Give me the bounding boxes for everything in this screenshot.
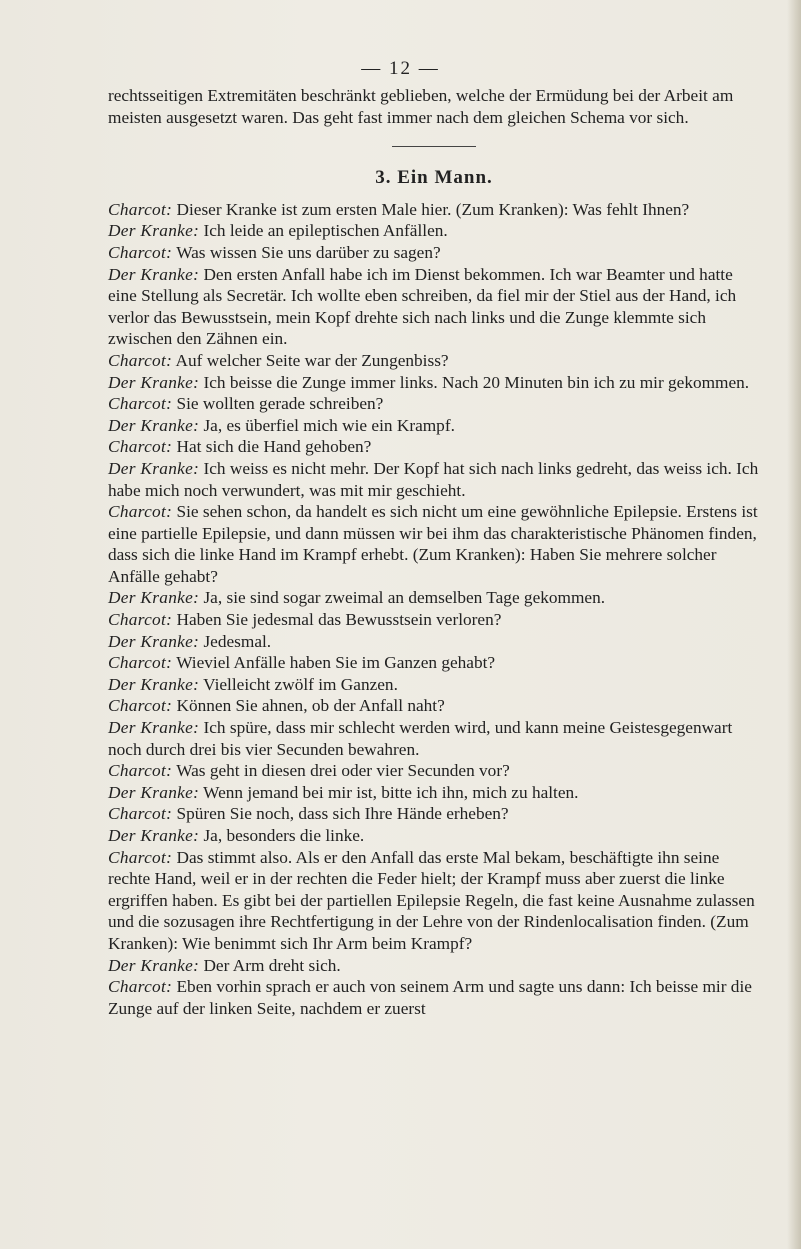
speaker-name: Der Kranke:	[108, 826, 200, 845]
dialogue-line	[108, 825, 760, 847]
speech-text: Auf welcher Seite war der Zungenbiss?	[175, 350, 449, 370]
speaker-name: Charcot:	[108, 977, 173, 997]
speech-text: Ich spüre, dass mir schlecht werden wird, und kann meine Geistesgegenwart noch durch drei bis vier Secunden bewahren.	[108, 718, 733, 759]
speech-text: Eben vorhin sprach er auch von seinem Arm und sagte uns dann: Ich beisse mir die Zunge auf der linken Seite, nachdem er zuerst	[108, 977, 752, 1018]
dialogue-line	[108, 199, 760, 221]
dialogue-line	[108, 803, 760, 825]
speech-text: Ich beisse die Zunge immer links. Nach 20 Minuten bin ich zu mir gekommen.	[203, 372, 750, 392]
speaker-name: Charcot:	[108, 242, 173, 262]
speech-text: Ich weiss es nicht mehr. Der Kopf hat sich nach links gedreht, das weiss ich. Ich habe mich noch verwundert, was mit mir geschieht.	[108, 458, 759, 500]
dialogue-line	[108, 760, 760, 782]
speaker-name: Charcot:	[108, 350, 173, 370]
speaker-name: Der Kranke:	[108, 221, 200, 241]
section-divider	[392, 146, 476, 147]
speech-text: Spüren Sie noch, dass sich Ihre Hände erheben?	[176, 804, 509, 824]
dialogue-line	[108, 695, 760, 717]
speech-text: Der Arm dreht sich.	[203, 955, 341, 975]
speaker-name: Der Kranke:	[108, 674, 200, 694]
dialogue-line	[108, 458, 760, 501]
speech-text: Was geht in diesen drei oder vier Secunden vor?	[176, 761, 510, 781]
dialogue-line	[108, 393, 760, 415]
speech-text: Wenn jemand bei mir ist, bitte ich ihn, mich zu halten.	[203, 782, 579, 802]
dialogue-line	[108, 609, 760, 631]
speaker-name: Charcot:	[108, 847, 173, 867]
speech-text: Haben Sie jedesmal das Bewusstsein verloren?	[176, 610, 502, 630]
speech-text: Wieviel Anfälle haben Sie im Ganzen gehabt?	[176, 653, 496, 673]
speaker-name: Charcot:	[108, 394, 173, 414]
speech-text: Hat sich die Hand gehoben?	[176, 437, 372, 457]
dialogue-line	[108, 717, 760, 760]
dialogue-line	[108, 264, 760, 350]
dialogue-line	[108, 350, 760, 372]
speech-text: Ja, sie sind sogar zweimal an demselben Tage gekommen.	[203, 588, 606, 608]
speech-text: Das stimmt also. Als er den Anfall das erste Mal bekam, beschäftigte ihn seine rechte Hand, weil er in der rechten die Feder hielt; der Krampf muss aber zuerst die linke ergriffen haben. Es gibt bei der partiellen Epilepsie Regeln, die fast keine Ausnahme zulassen und die sozusagen ihre Rechtfertigung in der Lehre von der Rindenlocalisation finden. (Zum Kranken): Wie benimmt sich Ihr Arm beim Krampf?	[108, 847, 755, 953]
speaker-name: Der Kranke:	[108, 588, 200, 608]
dialogue-line	[108, 372, 760, 394]
speaker-name: Der Kranke:	[108, 782, 200, 802]
dialogue-line	[108, 674, 760, 696]
section-title: 3. Ein Mann.	[375, 167, 493, 189]
speaker-name: Charcot:	[108, 653, 173, 673]
speech-text: Sie wollten gerade schreiben?	[176, 394, 384, 414]
page-content	[108, 85, 760, 1019]
speech-text: Was wissen Sie uns darüber zu sagen?	[176, 242, 441, 262]
speaker-name: Charcot:	[108, 696, 173, 716]
speaker-name: Der Kranke:	[108, 264, 200, 284]
dialogue-line	[108, 782, 760, 804]
dialogue-line	[108, 415, 760, 437]
speaker-name: Der Kranke:	[108, 718, 200, 738]
speaker-name: Charcot:	[108, 761, 173, 781]
intro-paragraph: rechtsseitigen Extremitäten beschränkt geblieben, welche der Ermüdung bei der Arbeit am meisten ausgesetzt waren. Das geht fast immer nach dem gleichen Schema vor sich.	[108, 86, 734, 127]
page-edge-shadow	[787, 0, 801, 1249]
page-number: — 12 —	[361, 58, 440, 79]
speech-text: Sie sehen schon, da handelt es sich nicht um eine gewöhnliche Epilepsie. Erstens ist eine partielle Epilepsie, und dann müssen wir bei ihm das charakteristische Phänomen finden, dass sich die linke Hand im Krampf erhebt. (Zum Kranken): Haben Sie mehrere solcher Anfälle gehabt?	[108, 502, 758, 586]
speech-text: Vielleicht zwölf im Ganzen.	[203, 674, 398, 694]
dialogue-line	[108, 587, 760, 609]
speech-text: Jedesmal.	[203, 631, 272, 651]
speaker-name: Charcot:	[108, 610, 173, 630]
speaker-name: Charcot:	[108, 502, 173, 522]
dialogue-line	[108, 955, 760, 977]
speaker-name: Der Kranke:	[108, 415, 200, 435]
dialogue-line	[108, 501, 760, 587]
speech-text: Den ersten Anfall habe ich im Dienst bekommen. Ich war Beamter und hatte eine Stellung als Secretär. Ich wollte eben schreiben, da fiel mir der Stiel aus der Hand, ich verlor das Bewusstsein, mein Kopf drehte sich nach links und die Zunge klemmte sich zwischen den Zähnen ein.	[108, 264, 737, 349]
speech-text: Können Sie ahnen, ob der Anfall naht?	[176, 696, 445, 716]
speaker-name: Der Kranke:	[108, 458, 200, 478]
speaker-name: Charcot:	[108, 437, 173, 457]
dialogue-line	[108, 242, 760, 264]
speaker-name: Der Kranke:	[108, 955, 200, 975]
speaker-name: Charcot:	[108, 199, 173, 219]
speech-text: Dieser Kranke ist zum ersten Male hier. (Zum Kranken): Was fehlt Ihnen?	[176, 199, 690, 219]
speaker-name: Charcot:	[108, 804, 173, 824]
speaker-name: Der Kranke:	[108, 631, 200, 651]
dialogue-line	[108, 631, 760, 653]
speech-text: Ja, besonders die linke.	[203, 826, 365, 845]
dialogue	[108, 199, 760, 1020]
dialogue-line	[108, 436, 760, 458]
dialogue-line	[108, 847, 760, 955]
speech-text: Ich leide an epileptischen Anfällen.	[203, 221, 448, 241]
dialogue-line	[108, 220, 760, 242]
speech-text: Ja, es überfiel mich wie ein Krampf.	[203, 415, 455, 435]
dialogue-line	[108, 976, 760, 1019]
dialogue-line	[108, 652, 760, 674]
speaker-name: Der Kranke:	[108, 372, 200, 392]
